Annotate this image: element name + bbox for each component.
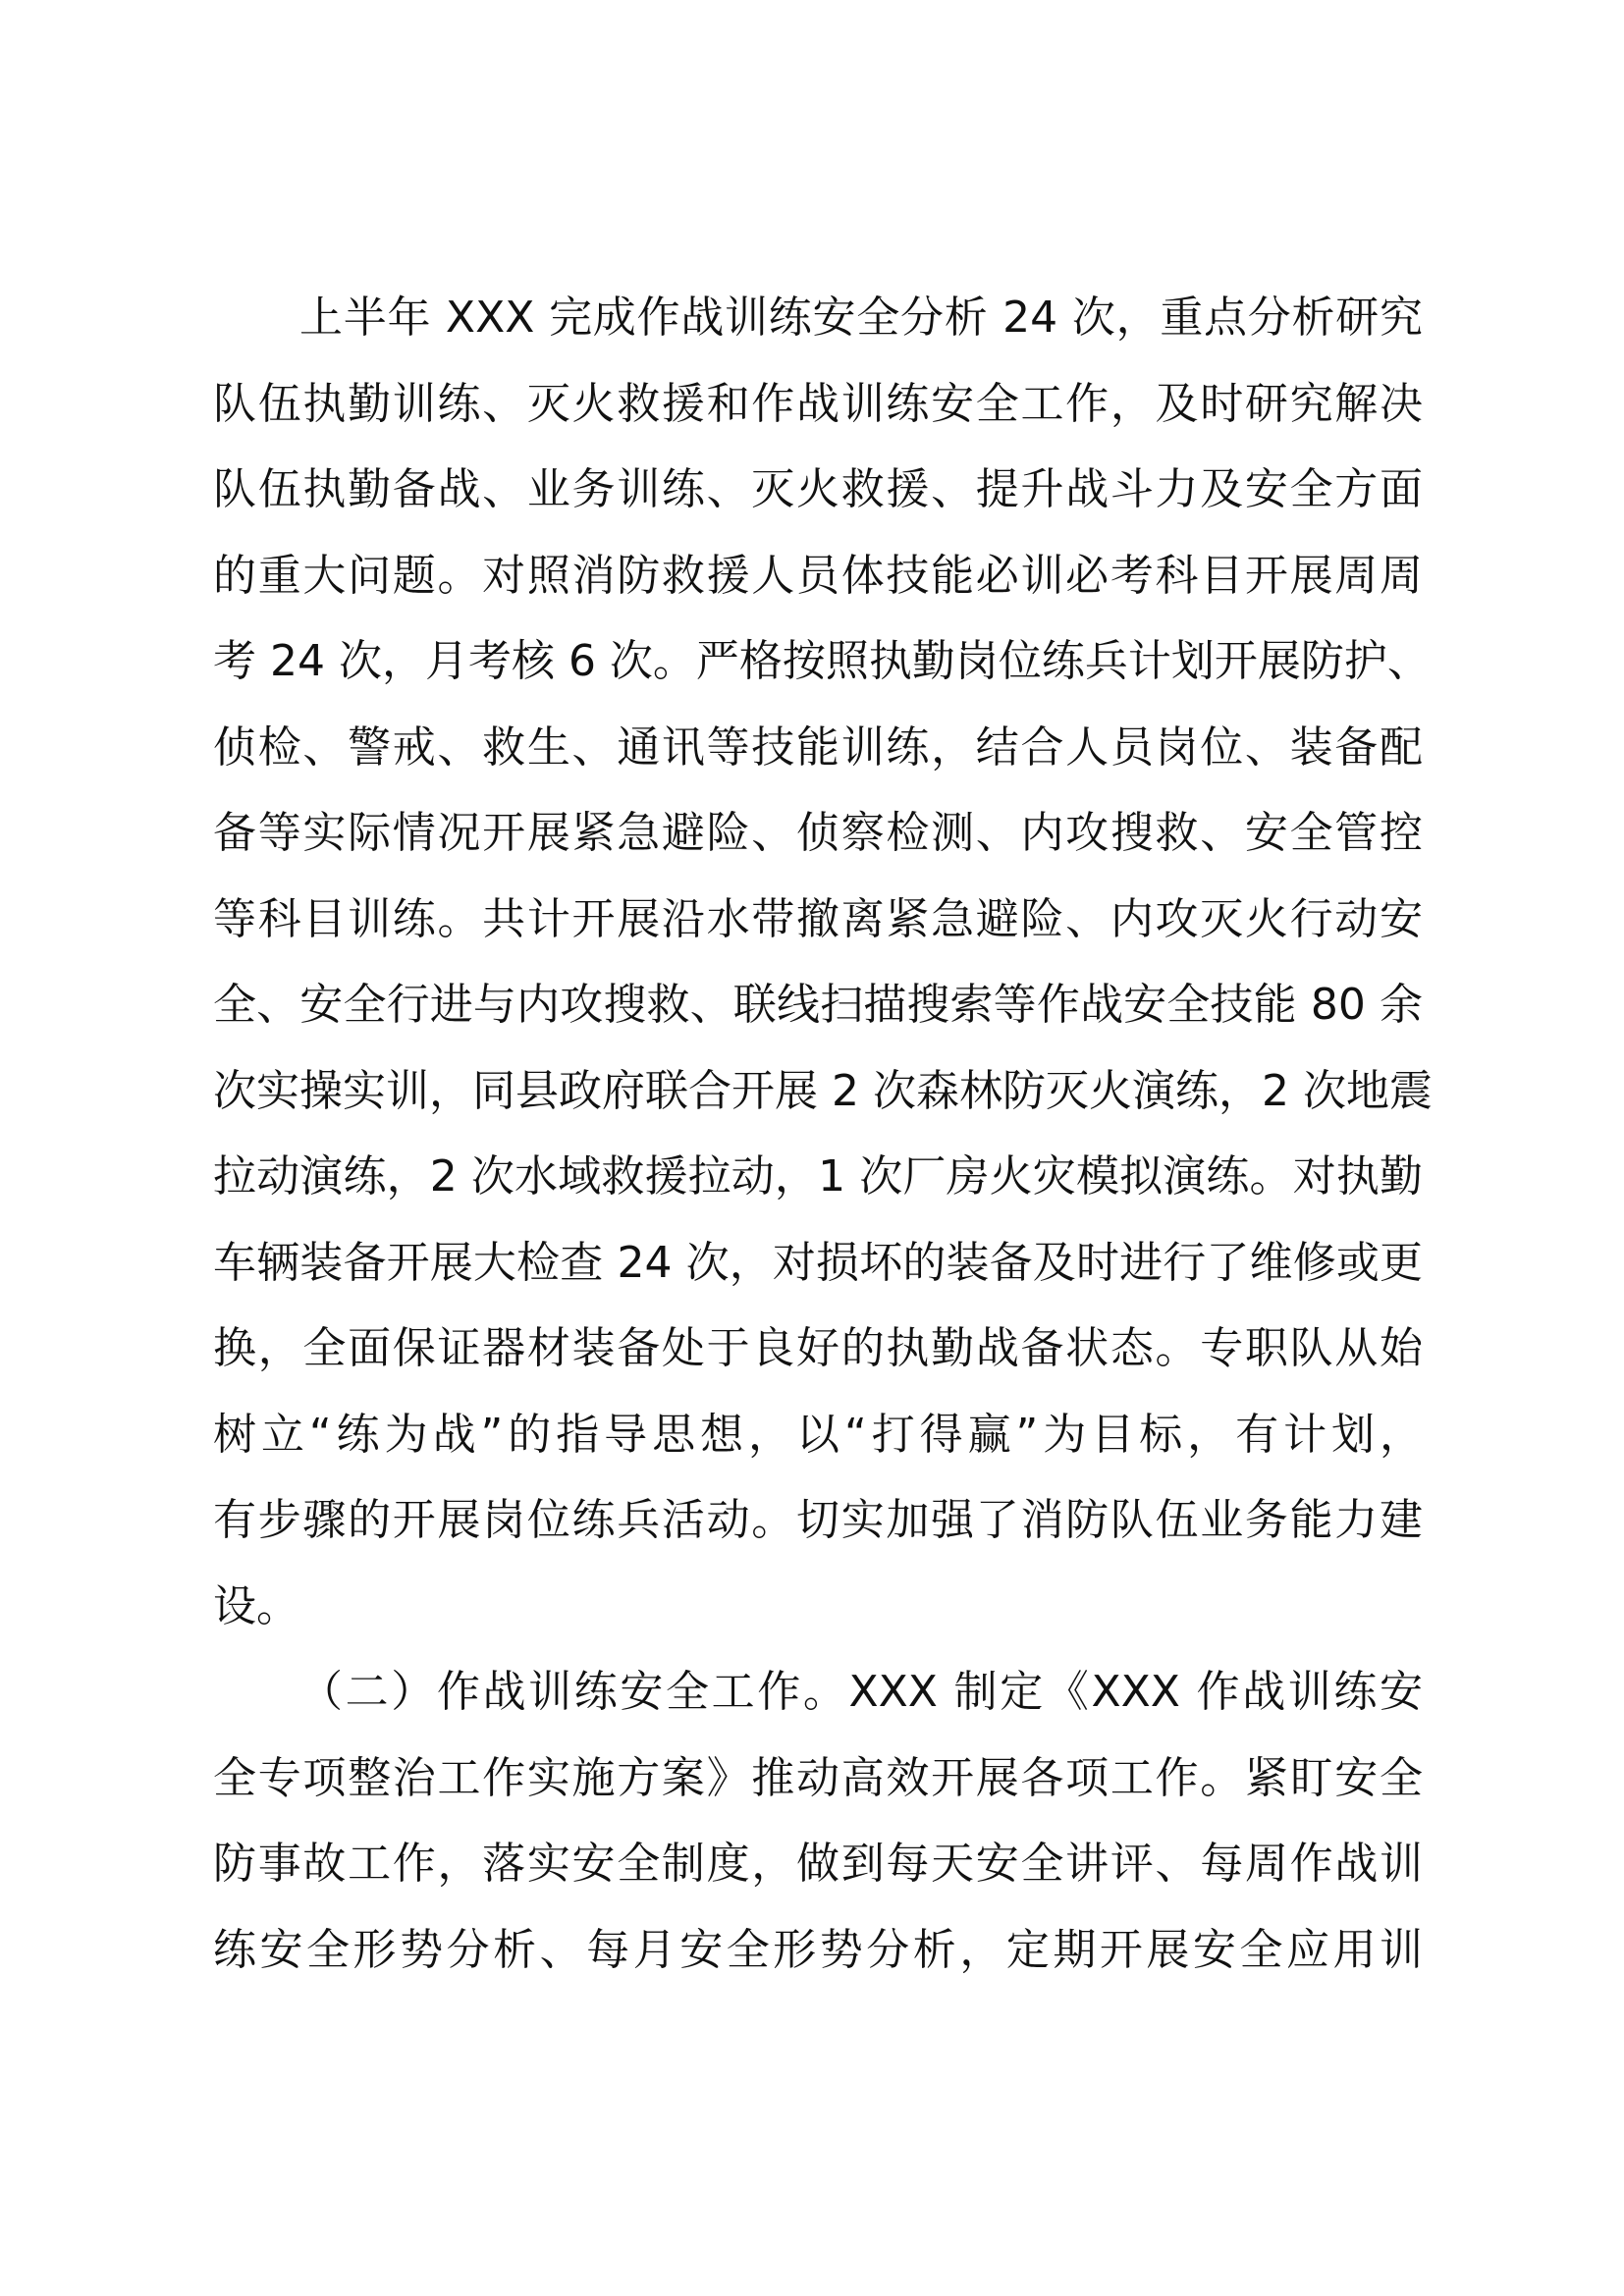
- text-line: 考 24 次，月考核 6 次。严格按照执勤岗位练兵计划开展防护、: [213, 636, 1431, 686]
- text-line: 防事故工作，落实安全制度，做到每天安全讲评、每周作战训: [213, 1839, 1423, 1889]
- text-line: 备等实际情况开展紧急避险、侦察检测、内攻搜救、安全管控: [213, 808, 1423, 858]
- text-line: 队伍执勤训练、灭火救援和作战训练安全工作，及时研究解决: [213, 378, 1423, 429]
- text-line: 换，全面保证器材装备处于良好的执勤战备状态。专职队从始: [213, 1323, 1423, 1373]
- text-line: 有步骤的开展岗位练兵活动。切实加强了消防队伍业务能力建: [213, 1495, 1423, 1545]
- text-line: 全、安全行进与内攻搜救、联线扫描搜索等作战安全技能 80 余: [213, 980, 1423, 1030]
- text-line: 拉动演练，2 次水域救援拉动，1 次厂房火灾模拟演练。对执勤: [213, 1151, 1423, 1201]
- text-line: 等科目训练。共计开展沿水带撤离紧急避险、内攻灭火行动安: [213, 893, 1423, 944]
- text-line: 设。: [213, 1580, 299, 1631]
- paragraph-combat-training-safety: [213, 1649, 1423, 1993]
- paragraph-training-summary: [213, 275, 1433, 1649]
- text-line: 全专项整治工作实施方案》推动高效开展各项工作。紧盯安全: [213, 1752, 1423, 1803]
- text-line: 次实操实训，同县政府联合开展 2 次森林防灭火演练，2 次地震: [213, 1065, 1433, 1116]
- text-line: 车辆装备开展大检查 24 次，对损坏的装备及时进行了维修或更: [213, 1237, 1423, 1288]
- text-line: 队伍执勤备战、业务训练、灭火救援、提升战斗力及安全方面: [213, 464, 1423, 514]
- text-line: 树立“练为战”的指导思想，以“打得赢”为目标，有计划，: [213, 1409, 1423, 1460]
- text-line: 上半年 XXX 完成作战训练安全分析 24 次，重点分析研究: [299, 293, 1423, 343]
- document-body: [213, 275, 1433, 1993]
- text-line: 侦检、警戒、救生、通讯等技能训练，结合人员岗位、装备配: [213, 721, 1423, 773]
- text-line: 练安全形势分析、每月安全形势分析，定期开展安全应用训: [213, 1924, 1423, 1975]
- section-heading-line: （二）作战训练安全工作。XXX 制定《XXX 作战训练安: [299, 1667, 1423, 1717]
- text-line: 的重大问题。对照消防救援人员体技能必训必考科目开展周周: [213, 550, 1423, 601]
